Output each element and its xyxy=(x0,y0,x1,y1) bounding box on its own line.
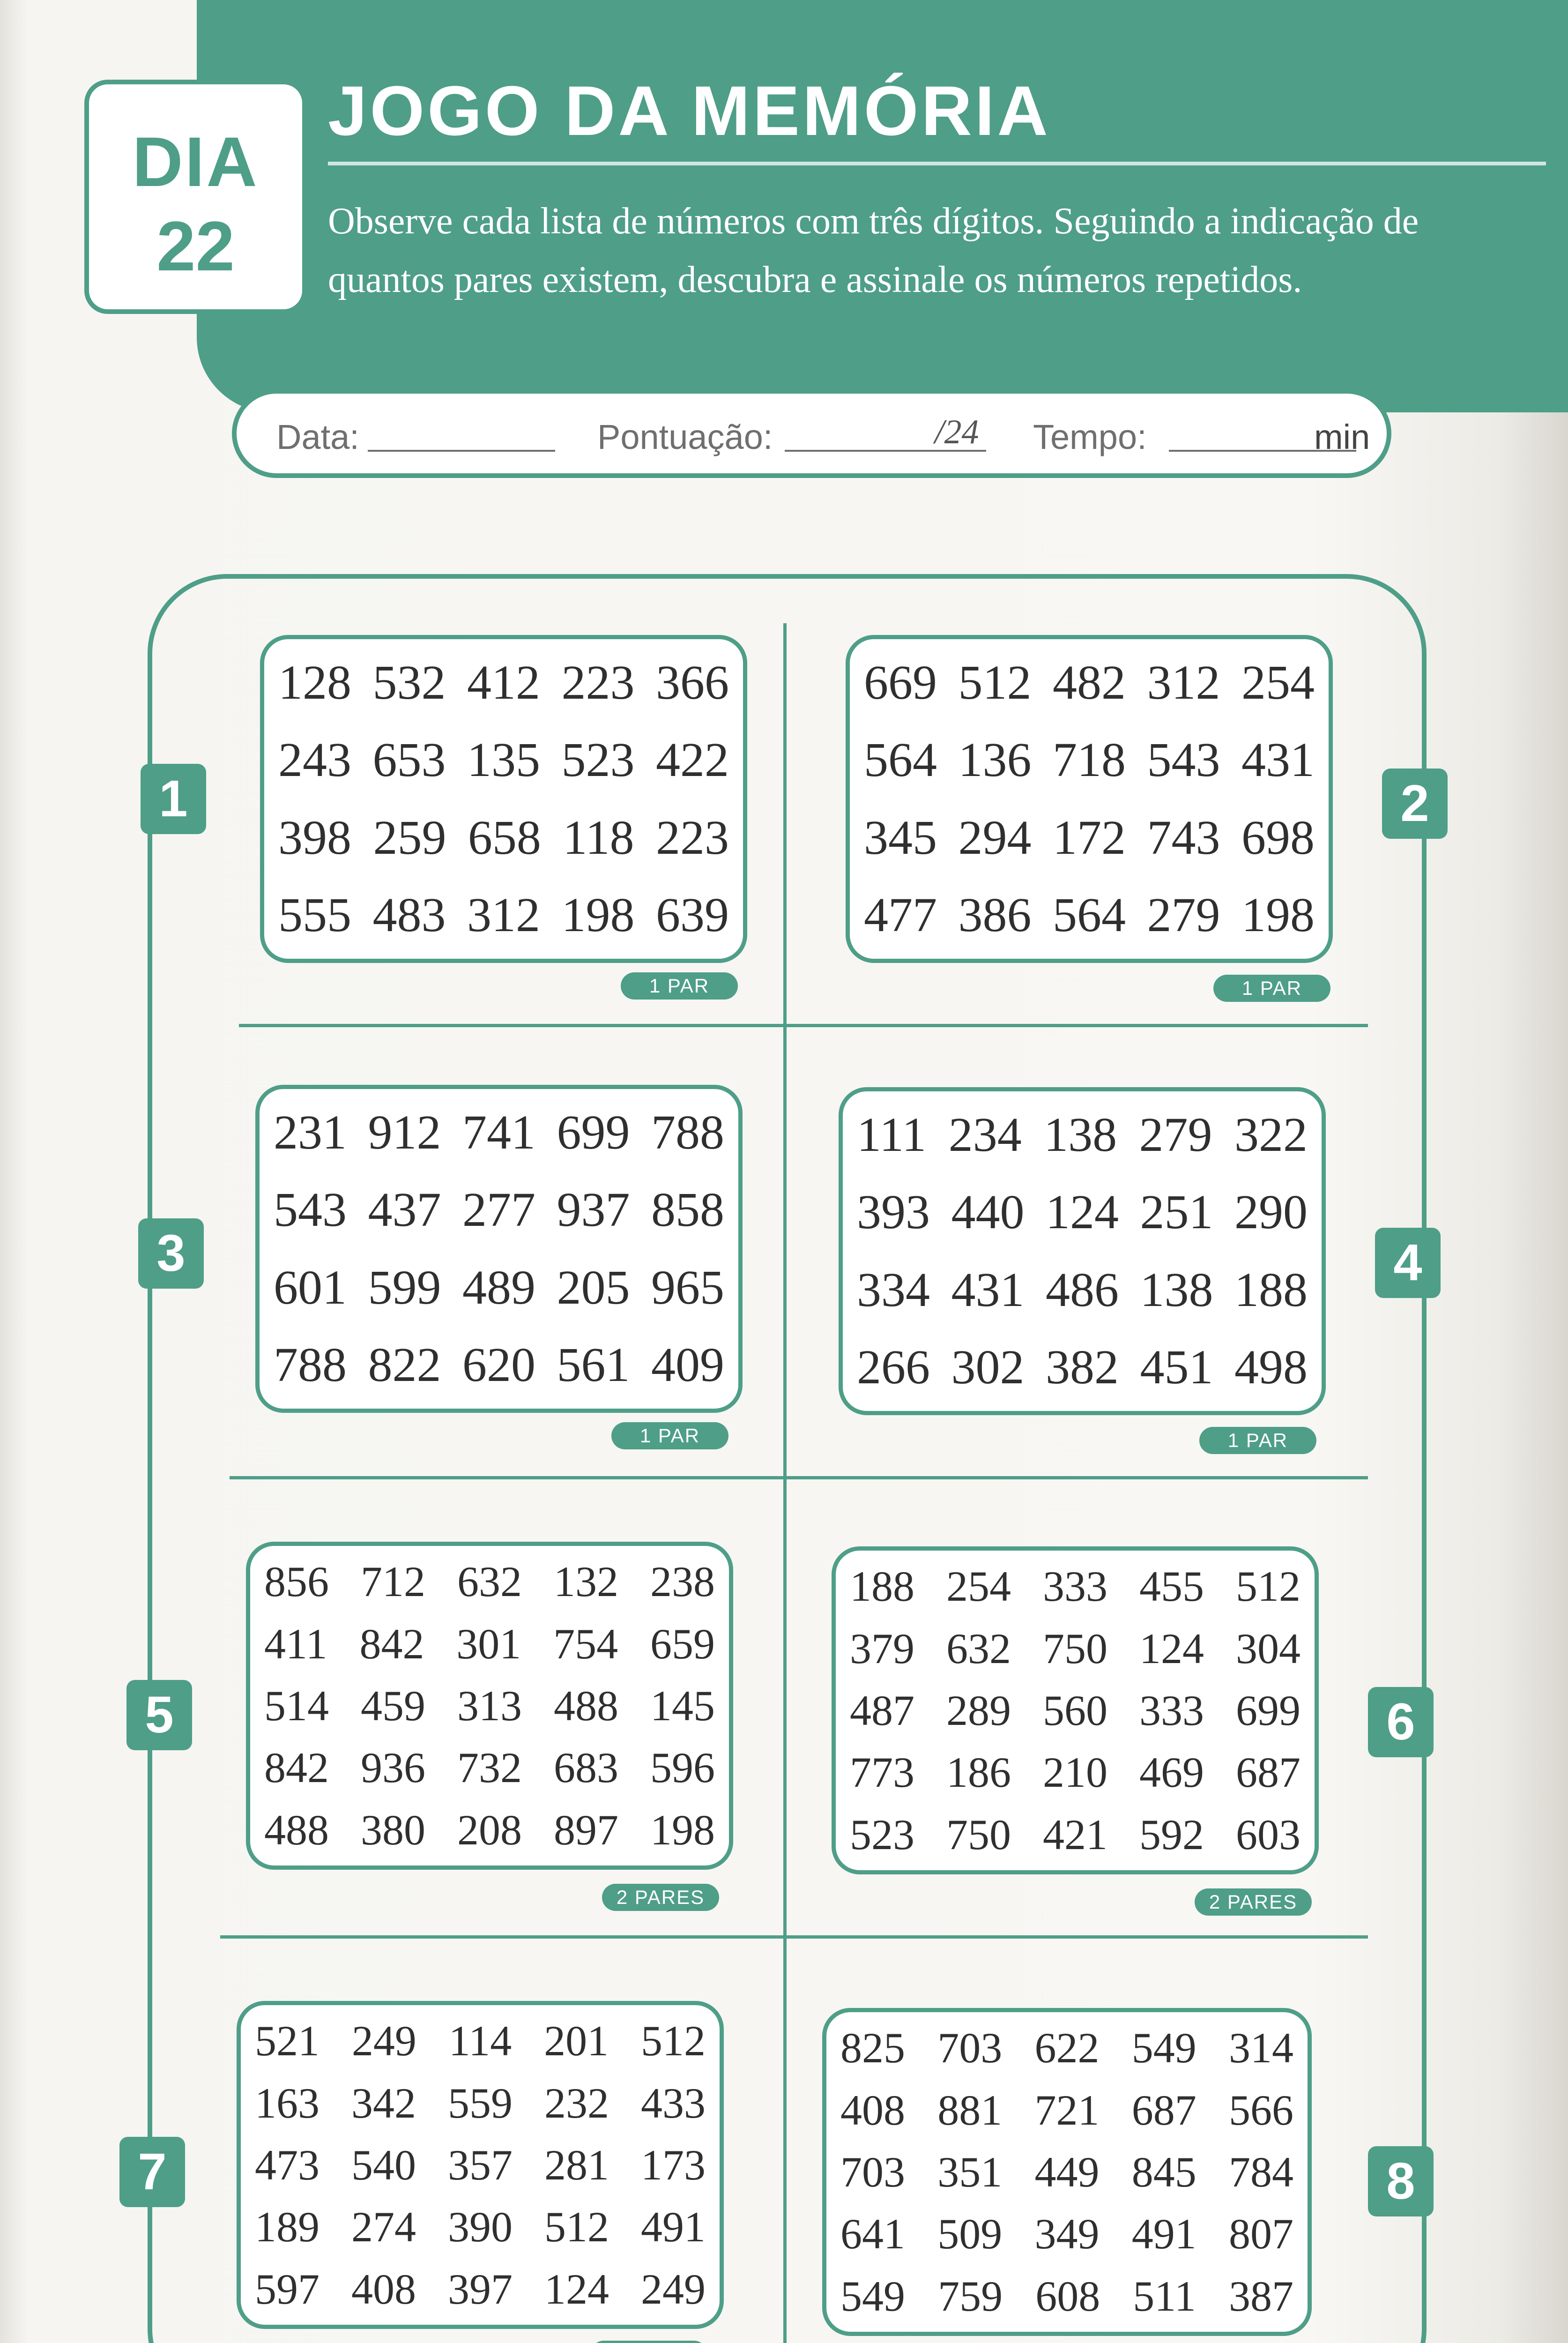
number-cell[interactable]: 603 xyxy=(1236,1810,1300,1858)
number-cell[interactable]: 489 xyxy=(462,1260,535,1314)
grid-row xyxy=(255,2203,706,2251)
puzzle-badge-3: 3 xyxy=(138,1218,204,1289)
number-cell[interactable]: 687 xyxy=(1236,1748,1300,1797)
number-cell[interactable]: 521 xyxy=(255,2017,320,2065)
number-cell[interactable]: 223 xyxy=(655,810,729,865)
number-cell[interactable]: 111 xyxy=(857,1107,927,1162)
puzzle-badge-8: 8 xyxy=(1368,2146,1434,2216)
puzzle-badge-1: 1 xyxy=(141,764,206,834)
instructions-text: Observe cada lista de números com três dígitos. Seguindo a indicação de quantos pares existem, descubra e assinale os números repetidos. xyxy=(328,201,1419,300)
grid-row xyxy=(840,2210,1293,2258)
number-cell[interactable]: 118 xyxy=(563,810,634,865)
pairs-tag-5: 2 PARES xyxy=(602,1884,719,1911)
number-cell[interactable]: 759 xyxy=(938,2272,1003,2320)
number-cell[interactable]: 564 xyxy=(864,733,937,787)
number-cell[interactable]: 687 xyxy=(1131,2086,1196,2134)
puzzle-badge-6: 6 xyxy=(1368,1687,1434,1757)
row-divider-1 xyxy=(239,1024,1368,1027)
number-cell[interactable]: 511 xyxy=(1133,2272,1196,2320)
number-cell[interactable]: 334 xyxy=(857,1262,930,1317)
number-cell[interactable]: 632 xyxy=(457,1558,522,1606)
number-cell[interactable]: 549 xyxy=(840,2272,905,2320)
number-cell[interactable]: 345 xyxy=(864,810,937,865)
number-cell[interactable]: 449 xyxy=(1034,2148,1100,2196)
grid-row xyxy=(255,2017,706,2065)
title-divider xyxy=(328,162,1546,165)
puzzle-badge-4: 4 xyxy=(1375,1228,1441,1298)
number-cell[interactable]: 488 xyxy=(264,1806,329,1854)
number-cell[interactable]: 188 xyxy=(850,1562,914,1611)
grid-row xyxy=(840,2272,1293,2320)
number-cell[interactable]: 314 xyxy=(1229,2024,1293,2072)
number-cell[interactable]: 411 xyxy=(264,1619,327,1668)
number-cell[interactable]: 482 xyxy=(1053,655,1126,709)
grid-row xyxy=(278,888,729,942)
number-cell[interactable]: 313 xyxy=(457,1681,522,1730)
number-cell[interactable]: 201 xyxy=(544,2017,609,2065)
number-cell[interactable]: 469 xyxy=(1139,1748,1204,1797)
number-cell[interactable]: 408 xyxy=(351,2265,416,2313)
time-label: Tempo: xyxy=(1033,418,1147,456)
number-cell[interactable]: 136 xyxy=(958,733,1032,787)
number-cell[interactable]: 683 xyxy=(554,1744,618,1792)
grid-row xyxy=(850,1624,1300,1672)
number-cell[interactable]: 349 xyxy=(1034,2210,1100,2258)
number-cell[interactable]: 232 xyxy=(544,2079,609,2127)
number-cell[interactable]: 592 xyxy=(1139,1810,1204,1858)
number-cell[interactable]: 312 xyxy=(1147,655,1220,709)
puzzle-badge-5: 5 xyxy=(126,1680,192,1750)
number-cell[interactable]: 409 xyxy=(651,1338,724,1392)
grid-row xyxy=(840,2150,1293,2194)
grid-row xyxy=(274,1105,724,1159)
grid-row xyxy=(264,1619,715,1668)
pairs-tag-6: 2 PARES xyxy=(1195,1888,1312,1916)
grid-row xyxy=(840,2024,1293,2072)
day-label: DIA xyxy=(132,122,259,201)
points-max: /24 xyxy=(935,413,979,451)
number-cell[interactable]: 382 xyxy=(1046,1340,1119,1395)
number-cell[interactable]: 238 xyxy=(650,1558,715,1606)
number-cell[interactable]: 632 xyxy=(946,1624,1011,1672)
number-cell[interactable]: 608 xyxy=(1035,2272,1100,2320)
number-cell[interactable]: 487 xyxy=(850,1686,914,1734)
number-cell[interactable]: 807 xyxy=(1229,2210,1293,2258)
grid-row xyxy=(264,1806,715,1854)
number-cell[interactable]: 641 xyxy=(840,2210,905,2258)
number-cell[interactable]: 412 xyxy=(467,655,540,709)
number-cell[interactable]: 699 xyxy=(557,1105,630,1159)
number-cell[interactable]: 718 xyxy=(1053,733,1126,787)
number-cell[interactable]: 366 xyxy=(656,655,729,709)
number-cell[interactable]: 509 xyxy=(937,2210,1003,2258)
grid-row xyxy=(255,2141,706,2189)
number-cell[interactable]: 135 xyxy=(467,733,540,787)
number-cell[interactable]: 825 xyxy=(840,2024,905,2072)
number-cell[interactable]: 543 xyxy=(1147,733,1220,787)
number-cell[interactable]: 390 xyxy=(448,2203,513,2251)
number-cell[interactable]: 210 xyxy=(1043,1748,1107,1797)
number-cell[interactable]: 658 xyxy=(468,810,541,865)
number-cell[interactable]: 750 xyxy=(946,1810,1011,1858)
number-cell[interactable]: 560 xyxy=(1043,1686,1107,1734)
grid-row xyxy=(278,655,729,709)
number-cell[interactable]: 132 xyxy=(554,1558,618,1606)
number-cell[interactable]: 784 xyxy=(1229,2148,1293,2196)
number-cell[interactable]: 669 xyxy=(864,655,937,709)
number-cell[interactable]: 387 xyxy=(1228,2272,1293,2320)
time-unit: min xyxy=(1314,418,1370,456)
number-grid-3 xyxy=(255,1085,743,1413)
number-cell[interactable]: 540 xyxy=(351,2141,416,2189)
number-cell[interactable]: 858 xyxy=(651,1183,724,1237)
number-cell[interactable]: 173 xyxy=(641,2141,706,2189)
number-grid-2 xyxy=(846,635,1333,963)
grid-row xyxy=(850,1686,1300,1734)
number-cell[interactable]: 124 xyxy=(1046,1185,1119,1239)
puzzle-badge-2: 2 xyxy=(1382,769,1448,839)
number-cell[interactable]: 703 xyxy=(937,2024,1003,2072)
number-cell[interactable]: 622 xyxy=(1034,2024,1100,2072)
number-cell[interactable]: 302 xyxy=(951,1340,1025,1395)
grid-row xyxy=(264,1558,715,1606)
number-cell[interactable]: 249 xyxy=(641,2265,706,2313)
number-cell[interactable]: 138 xyxy=(1140,1262,1213,1317)
number-cell[interactable]: 254 xyxy=(946,1562,1011,1611)
number-cell[interactable]: 721 xyxy=(1034,2086,1100,2134)
number-cell[interactable]: 599 xyxy=(368,1260,441,1314)
number-cell[interactable]: 523 xyxy=(561,733,635,787)
number-cell[interactable]: 750 xyxy=(1043,1624,1107,1672)
pairs-tag-3: 1 PAR xyxy=(611,1422,728,1449)
number-cell[interactable]: 301 xyxy=(456,1619,521,1668)
number-cell[interactable]: 639 xyxy=(656,888,729,942)
grid-row xyxy=(840,2086,1293,2134)
number-cell[interactable]: 451 xyxy=(1140,1340,1213,1395)
number-cell[interactable]: 912 xyxy=(368,1105,441,1159)
day-number: 22 xyxy=(156,207,235,285)
row-divider-3 xyxy=(220,1935,1368,1939)
number-cell[interactable]: 773 xyxy=(850,1748,914,1797)
number-cell[interactable]: 486 xyxy=(1046,1262,1119,1317)
number-cell[interactable]: 822 xyxy=(368,1338,441,1392)
number-cell[interactable]: 249 xyxy=(351,2017,416,2065)
row-divider-2 xyxy=(230,1476,1368,1479)
number-cell[interactable]: 483 xyxy=(372,888,446,942)
grid-row xyxy=(850,1562,1300,1611)
number-cell[interactable]: 279 xyxy=(1147,888,1220,942)
grid-row xyxy=(857,1107,1308,1162)
number-cell[interactable]: 114 xyxy=(448,2017,512,2065)
puzzle-badge-7: 7 xyxy=(119,2137,185,2207)
number-cell[interactable]: 512 xyxy=(640,2017,706,2065)
number-cell[interactable]: 965 xyxy=(651,1260,724,1314)
number-cell[interactable]: 205 xyxy=(557,1260,630,1314)
number-cell[interactable]: 333 xyxy=(1043,1562,1107,1611)
number-cell[interactable]: 208 xyxy=(457,1806,522,1854)
number-cell[interactable]: 881 xyxy=(937,2086,1003,2134)
number-cell[interactable]: 279 xyxy=(1139,1107,1212,1162)
number-cell[interactable]: 842 xyxy=(359,1619,424,1668)
number-cell[interactable]: 386 xyxy=(958,888,1032,942)
number-cell[interactable]: 512 xyxy=(1236,1562,1300,1611)
grid-row xyxy=(850,1748,1300,1797)
number-cell[interactable]: 281 xyxy=(544,2141,609,2189)
number-cell[interactable]: 294 xyxy=(958,810,1032,865)
number-cell[interactable]: 188 xyxy=(1234,1262,1308,1317)
number-grid-4 xyxy=(839,1087,1326,1415)
number-cell[interactable]: 937 xyxy=(557,1183,630,1237)
number-cell[interactable]: 290 xyxy=(1234,1185,1308,1239)
number-cell[interactable]: 379 xyxy=(850,1624,914,1672)
number-cell[interactable]: 380 xyxy=(361,1806,425,1854)
number-cell[interactable]: 653 xyxy=(372,733,446,787)
number-cell[interactable]: 254 xyxy=(1241,655,1315,709)
number-cell[interactable]: 251 xyxy=(1140,1185,1213,1239)
number-cell[interactable]: 491 xyxy=(641,2203,706,2251)
number-cell[interactable]: 433 xyxy=(641,2079,706,2127)
grid-row xyxy=(255,2079,706,2127)
number-cell[interactable]: 712 xyxy=(361,1558,425,1606)
number-cell[interactable]: 601 xyxy=(274,1260,347,1314)
number-cell[interactable]: 845 xyxy=(1131,2148,1196,2196)
number-cell[interactable]: 243 xyxy=(278,733,351,787)
number-cell[interactable]: 477 xyxy=(864,888,937,942)
number-cell[interactable]: 431 xyxy=(951,1262,1025,1317)
day-box xyxy=(84,80,307,314)
number-cell[interactable]: 473 xyxy=(255,2141,320,2189)
number-cell[interactable]: 422 xyxy=(656,733,729,787)
number-cell[interactable]: 596 xyxy=(650,1744,715,1792)
number-cell[interactable]: 322 xyxy=(1234,1107,1308,1162)
number-cell[interactable]: 145 xyxy=(650,1681,715,1730)
grid-row xyxy=(850,1810,1300,1858)
number-cell[interactable]: 333 xyxy=(1139,1686,1204,1734)
number-cell[interactable]: 231 xyxy=(274,1105,347,1159)
number-cell[interactable]: 124 xyxy=(544,2265,609,2313)
number-cell[interactable]: 659 xyxy=(650,1619,715,1668)
number-cell[interactable]: 512 xyxy=(958,655,1032,709)
pairs-tag-7 xyxy=(590,2341,707,2343)
grid-row xyxy=(274,1338,724,1392)
number-cell[interactable]: 223 xyxy=(561,655,635,709)
grid-row xyxy=(857,1340,1308,1395)
number-cell[interactable]: 440 xyxy=(951,1185,1025,1239)
number-cell[interactable]: 266 xyxy=(857,1340,930,1395)
grid-row xyxy=(857,1185,1308,1239)
number-cell[interactable]: 393 xyxy=(857,1185,930,1239)
number-cell[interactable]: 561 xyxy=(557,1338,630,1392)
number-cell[interactable]: 277 xyxy=(462,1183,535,1237)
number-cell[interactable]: 732 xyxy=(457,1744,522,1792)
number-cell[interactable]: 198 xyxy=(561,888,635,942)
number-cell[interactable]: 498 xyxy=(1234,1340,1308,1395)
number-cell[interactable]: 234 xyxy=(948,1107,1022,1162)
number-cell[interactable]: 274 xyxy=(351,2203,416,2251)
page-title: JOGO DA MEMÓRIA xyxy=(328,71,1051,150)
number-grid-5 xyxy=(246,1542,733,1870)
number-cell[interactable]: 124 xyxy=(1139,1624,1204,1672)
number-grid-1 xyxy=(260,635,747,963)
number-cell[interactable]: 703 xyxy=(840,2148,905,2196)
pairs-tag-2: 1 PAR xyxy=(1213,975,1330,1002)
grid-row xyxy=(857,1262,1308,1317)
number-cell[interactable]: 788 xyxy=(651,1105,724,1159)
number-cell[interactable]: 198 xyxy=(650,1806,715,1854)
grid-row xyxy=(264,1744,715,1792)
grid-row xyxy=(864,655,1315,709)
number-cell[interactable]: 431 xyxy=(1241,733,1315,787)
number-cell[interactable]: 172 xyxy=(1053,810,1126,865)
number-cell[interactable]: 397 xyxy=(448,2265,513,2313)
number-cell[interactable]: 138 xyxy=(1044,1107,1117,1162)
number-cell[interactable]: 523 xyxy=(850,1810,914,1858)
number-cell[interactable]: 564 xyxy=(1053,888,1126,942)
number-cell[interactable]: 437 xyxy=(368,1183,441,1237)
grid-row xyxy=(864,888,1315,942)
number-cell[interactable]: 620 xyxy=(462,1338,535,1392)
number-cell[interactable]: 421 xyxy=(1043,1810,1107,1858)
number-cell[interactable]: 699 xyxy=(1236,1686,1300,1734)
date-field[interactable] xyxy=(368,450,555,452)
number-cell[interactable]: 459 xyxy=(361,1681,425,1730)
number-grid-7 xyxy=(237,2001,724,2329)
number-cell[interactable]: 455 xyxy=(1139,1562,1204,1611)
grid-row xyxy=(864,733,1315,787)
number-cell[interactable]: 842 xyxy=(264,1744,329,1792)
number-cell[interactable]: 186 xyxy=(946,1748,1011,1797)
number-cell[interactable]: 189 xyxy=(255,2203,320,2251)
number-cell[interactable]: 357 xyxy=(448,2141,513,2189)
number-cell[interactable]: 788 xyxy=(274,1338,347,1392)
grid-row xyxy=(864,810,1315,865)
number-cell[interactable]: 289 xyxy=(946,1686,1011,1734)
number-cell[interactable]: 398 xyxy=(278,810,351,865)
number-cell[interactable]: 743 xyxy=(1147,810,1220,865)
grid-row xyxy=(278,733,729,787)
number-cell[interactable]: 856 xyxy=(264,1558,329,1606)
grid-row xyxy=(278,810,729,865)
number-cell[interactable]: 549 xyxy=(1131,2024,1196,2072)
number-cell[interactable]: 512 xyxy=(544,2203,609,2251)
pairs-tag-1: 1 PAR xyxy=(621,972,738,1000)
number-cell[interactable]: 559 xyxy=(448,2079,513,2127)
pairs-tag-4: 1 PAR xyxy=(1199,1427,1316,1454)
date-label: Data: xyxy=(276,418,359,456)
number-cell[interactable]: 597 xyxy=(255,2265,320,2313)
grid-row xyxy=(274,1260,724,1314)
number-cell[interactable]: 491 xyxy=(1131,2210,1196,2258)
grid-row xyxy=(264,1681,715,1730)
number-cell[interactable]: 532 xyxy=(372,655,446,709)
number-cell[interactable]: 698 xyxy=(1241,810,1315,865)
number-cell[interactable]: 163 xyxy=(255,2079,320,2127)
number-grid-6 xyxy=(832,1546,1319,1874)
vertical-divider xyxy=(783,623,787,2343)
grid-row xyxy=(274,1183,724,1237)
number-grid-8 xyxy=(822,2008,1312,2336)
number-cell[interactable]: 566 xyxy=(1229,2086,1293,2134)
number-cell[interactable]: 351 xyxy=(937,2148,1003,2196)
number-cell[interactable]: 897 xyxy=(554,1806,618,1854)
number-cell[interactable]: 488 xyxy=(554,1681,618,1730)
number-cell[interactable]: 936 xyxy=(361,1744,425,1792)
number-cell[interactable]: 198 xyxy=(1241,888,1315,942)
number-cell[interactable]: 741 xyxy=(462,1105,535,1159)
number-cell[interactable]: 754 xyxy=(553,1619,618,1668)
number-cell[interactable]: 259 xyxy=(373,810,446,865)
number-cell[interactable]: 543 xyxy=(274,1183,347,1237)
points-label: Pontuação: xyxy=(597,418,773,456)
number-cell[interactable]: 514 xyxy=(264,1681,329,1730)
number-cell[interactable]: 304 xyxy=(1236,1624,1300,1672)
score-bar xyxy=(232,389,1391,478)
number-cell[interactable]: 555 xyxy=(278,888,351,942)
number-cell[interactable]: 342 xyxy=(351,2079,416,2127)
grid-row xyxy=(255,2265,706,2313)
number-cell[interactable]: 408 xyxy=(840,2086,905,2134)
number-cell[interactable]: 128 xyxy=(278,655,351,709)
number-cell[interactable]: 312 xyxy=(467,888,540,942)
